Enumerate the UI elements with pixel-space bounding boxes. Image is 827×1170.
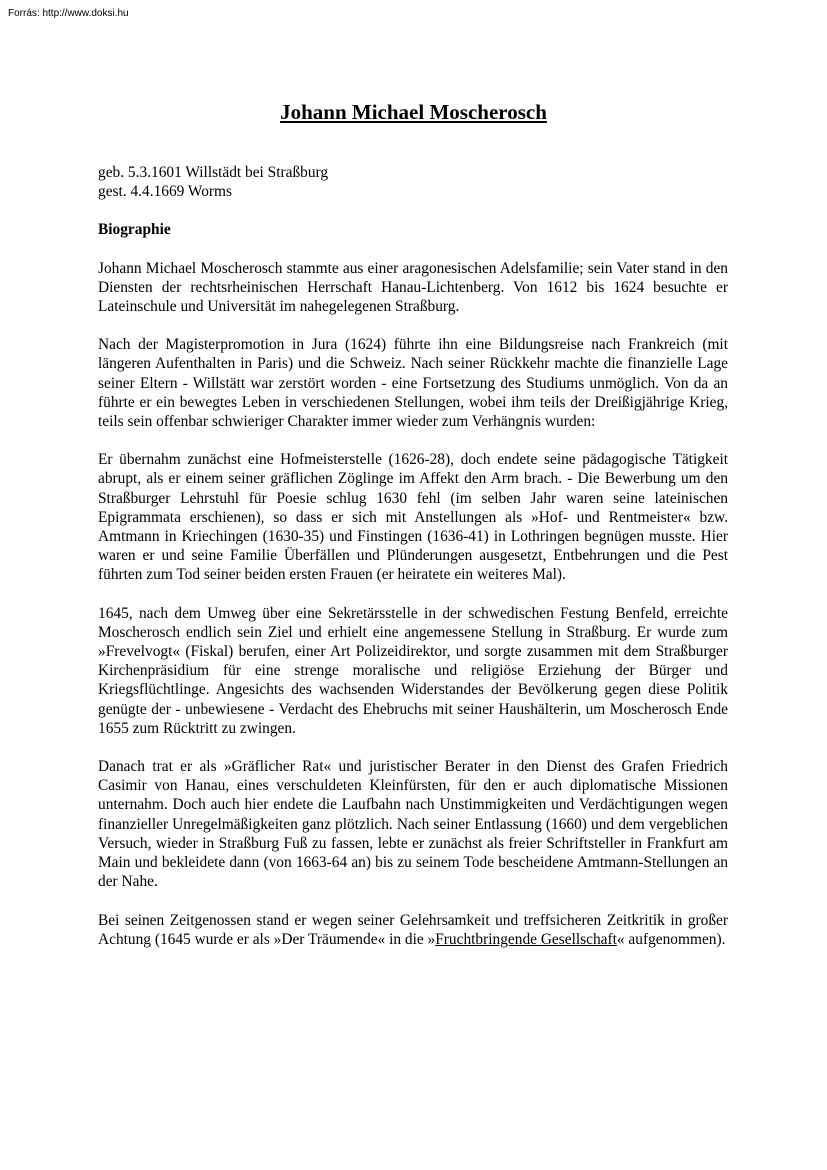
birth-date: geb. 5.3.1601 Willstädt bei Straßburg bbox=[98, 164, 329, 181]
paragraph: Er übernahm zunächst eine Hofmeisterstelle (1626-28), doch endete seine pädagogische Tätigkeit abrupt, als er einem seiner gräflichen Zöglinge im Affekt den Arm brach. - Die Bewerbung um den Straßburger Lehrstuhl für Poesie schlug 1630 fehl (im selben Jahr waren seine lateinischen Epigrammata erschienen), so dass er sich mit Anstellungen als »Hof- und Rentmeister« bzw. Amtmann in Kriechingen (1630-35) und Finstingen (1636-41) in Lothringen begnügen musste. Hier waren er und seine Familie Überfällen und Plünderungen ausgesetzt, Entbehrungen und die Pest führten zum Tod seiner beiden ersten Frauen (er heiratete ein weiteres Mal). bbox=[98, 451, 728, 584]
paragraph: Nach der Magisterpromotion in Jura (1624) führte ihn eine Bildungsreise nach Frankreich (mit längeren Aufenthalten in Paris) und die Schweiz. Nach seiner Rückkehr machte die finanzielle Lage seiner Eltern - Willstätt war zerstört worden - eine Fortsetzung des Studiums unmöglich. Von da an führte er ein bewegtes Leben in verschiedenen Stellungen, wobei ihm teils der Dreißigjährige Krieg, teils sein offenbar schwieriger Charakter immer wieder zum Verhängnis wurden: bbox=[98, 336, 728, 431]
life-dates bbox=[98, 163, 728, 201]
paragraph-text: « aufgenommen). bbox=[616, 930, 726, 948]
fruchtbringende-gesellschaft-link[interactable]: Fruchtbringende Gesellschaft bbox=[435, 930, 617, 948]
document-body bbox=[98, 163, 728, 968]
death-date: gest. 4.4.1669 Worms bbox=[98, 183, 232, 201]
paragraph-text: Bei seinen Zeitgenossen stand er wegen seiner Gelehrsamkeit und treffsicheren Zeitkritik in großer Achtung (1645 wurde er als »Der Träumende« in die » bbox=[98, 911, 728, 948]
paragraph: Johann Michael Moscherosch stammte aus einer aragonesischen Adelsfamilie; sein Vater stand in den Diensten der rechtsrheinischen Herrschaft Hanau-Lichtenberg. Von 1612 bis 1624 besuchte er Lateinschule und Universität im nahegelegenen Straßburg. bbox=[98, 259, 728, 316]
section-heading: Biographie bbox=[98, 221, 171, 239]
paragraph: Danach trat er als »Gräflicher Rat« und juristischer Berater in den Dienst des Grafen Friedrich Casimir von Hanau, eines verschuldeten Kleinfürsten, für den er auch diplomatische Missionen unternahm. Doch auch hier endete die Laufbahn nach Unstimmigkeiten und Verdächtigungen wegen finanzieller Unregelmäßigkeiten ganz plötzlich. Nach seiner Entlassung (1660) und dem vergeblichen Versuch, wieder in Straßburg Fuß zu fassen, lebte er zunächst als freier Schriftsteller in Frankfurt am Main und bekleidete dann (von 1663-64 an) bis zu seinem Tode bescheidene Amtmann-Stellungen an der Nahe. bbox=[98, 758, 728, 891]
paragraph: 1645, nach dem Umweg über eine Sekretärsstelle in der schwedischen Festung Benfeld, erreichte Moscherosch endlich sein Ziel und erhielt eine angemessene Stellung in Straßburg. Er wurde zum »Frevelvogt« (Fiskal) berufen, einer Art Polizeidirektor, und sorgte zusammen mit dem Straßburger Kirchenpräsidium für eine strenge moralische und religiöse Erziehung der Bürger und Kriegsflüchtlinge. Angesichts des wachsenden Widerstandes der Bevölkerung gegen diese Politik genügte der - unbewiesene - Verdacht des Ehebruchs mit seiner Haushälterin, um Moscherosch Ende 1655 zum Rücktritt zu zwingen. bbox=[98, 604, 728, 737]
page-title: Johann Michael Moscherosch bbox=[280, 100, 547, 124]
source-line: Forrás: http://www.doksi.hu bbox=[8, 8, 129, 19]
paragraph-last bbox=[98, 911, 728, 949]
